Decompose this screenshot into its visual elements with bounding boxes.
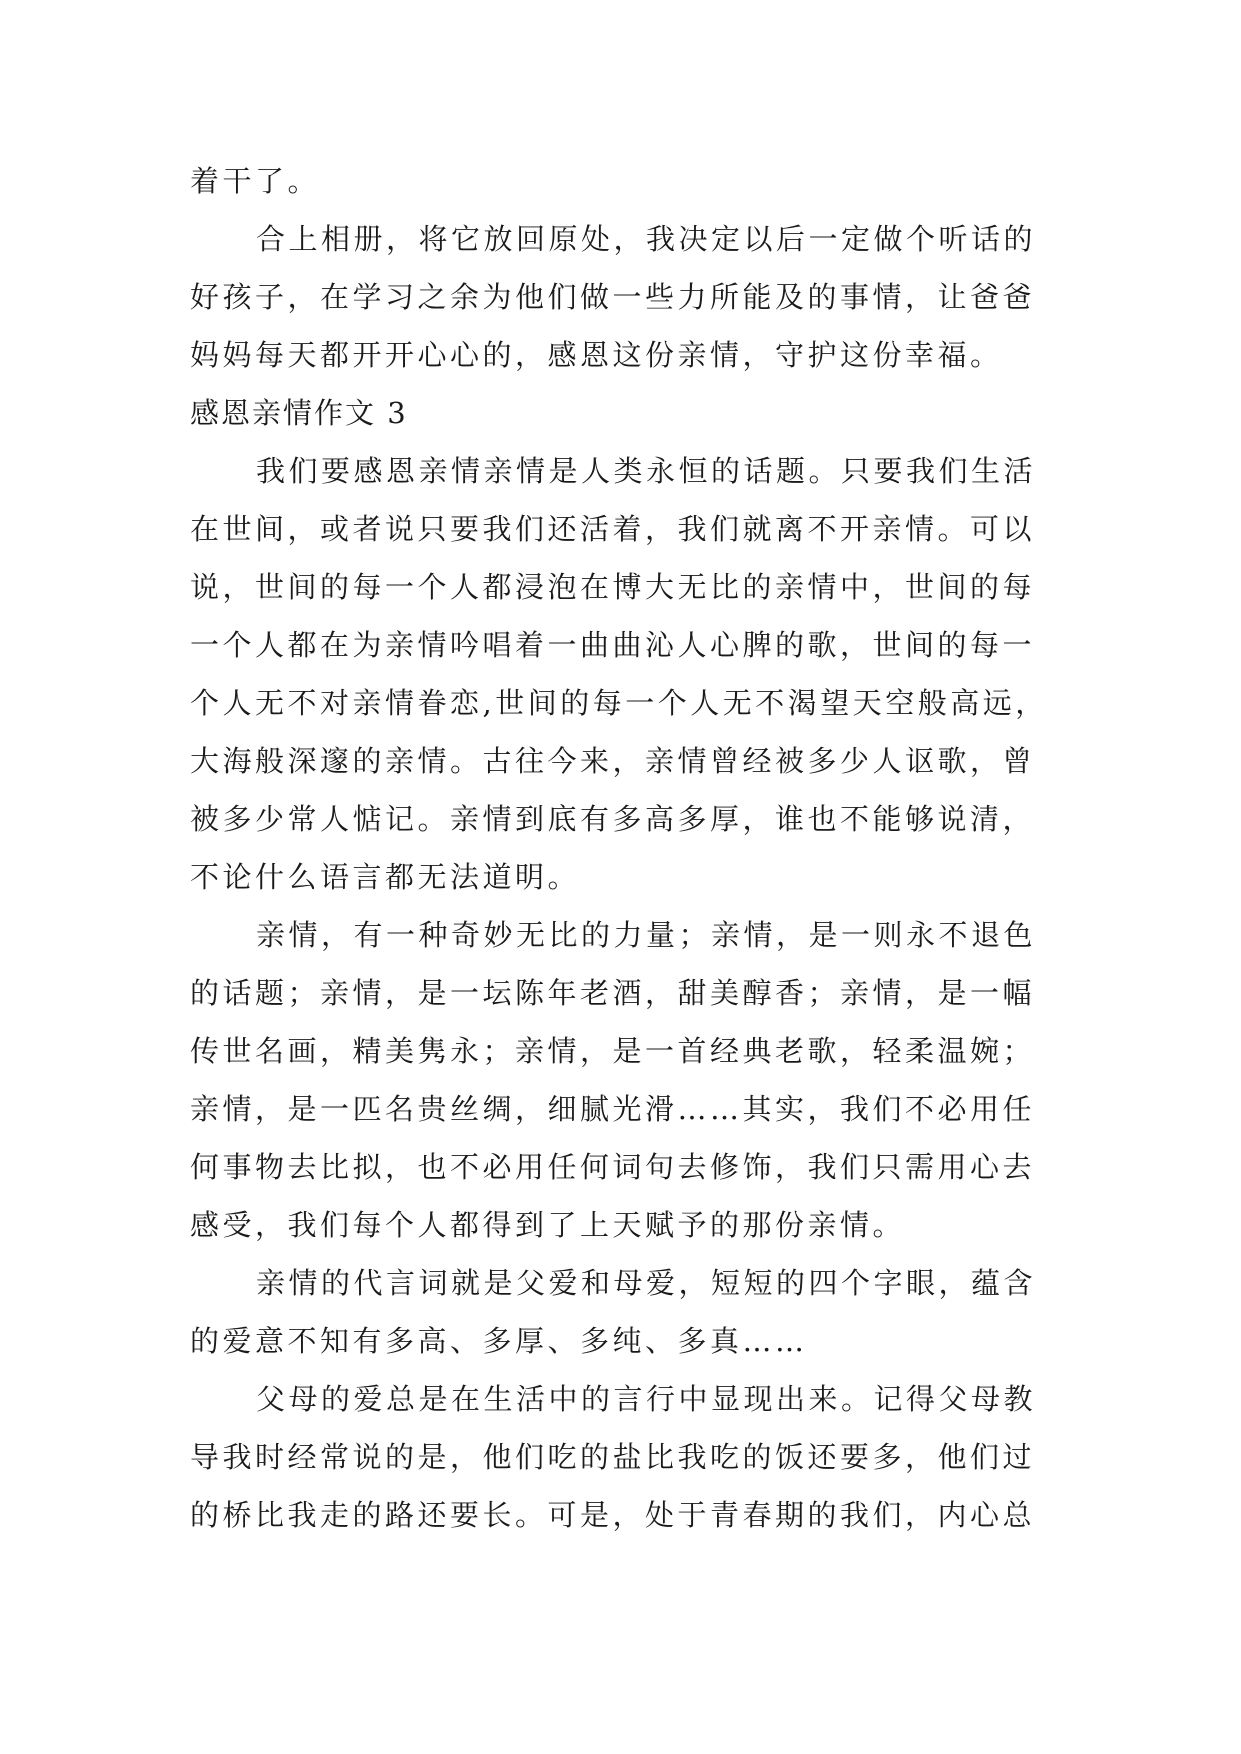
paragraph-continuation: 着干了。 bbox=[190, 164, 321, 198]
paragraph-closing-resolution: 合上相册，将它放回原处，我决定以后一定做个听话的好孩子，在学习之余为他们做一些力所能及的事情，让爸爸妈妈每天都开开心心的，感恩这份亲情，守护这份幸福。 bbox=[190, 222, 1037, 372]
essay-heading: 感恩亲情作文 3 bbox=[190, 396, 408, 430]
paragraph-parental-love: 亲情的代言词就是父爱和母爱，短短的四个字眼，蕴含的爱意不知有多高、多厚、多纯、多真…… bbox=[190, 1266, 1037, 1358]
document-body bbox=[190, 152, 1050, 1544]
paragraph-family-love-topic: 我们要感恩亲情亲情是人类永恒的话题。只要我们生活在世间，或者说只要我们还活着，我们就离不开亲情。可以说，世间的每一个人都浸泡在博大无比的亲情中，世间的每一个人都在为亲情吟唱着一曲曲沁人心脾的歌，世间的每一个人无不对亲情眷恋,世间的每一个人无不渴望天空般高远，大海般深邃的亲情。古往今来，亲情曾经被多少人讴歌，曾被多少常人惦记。亲情到底有多高多厚，谁也不能够说清，不论什么语言都无法道明。 bbox=[190, 454, 1048, 894]
paragraph-family-love-metaphors: 亲情，有一种奇妙无比的力量；亲情，是一则永不退色的话题；亲情，是一坛陈年老酒，甜美醇香；亲情，是一幅传世名画，精美隽永；亲情，是一首经典老歌，轻柔温婉；亲情，是一匹名贵丝绸，细腻光滑……其实，我们不必用任何事物去比拟，也不必用任何词句去修饰，我们只需用心去感受，我们每个人都得到了上天赋予的那份亲情。 bbox=[190, 918, 1037, 1242]
paragraph-parents-teaching: 父母的爱总是在生活中的言行中显现出来。记得父母教导我时经常说的是，他们吃的盐比我吃的饭还要多，他们过的桥比我走的路还要长。可是，处于青春期的我们，内心总 bbox=[190, 1382, 1037, 1532]
